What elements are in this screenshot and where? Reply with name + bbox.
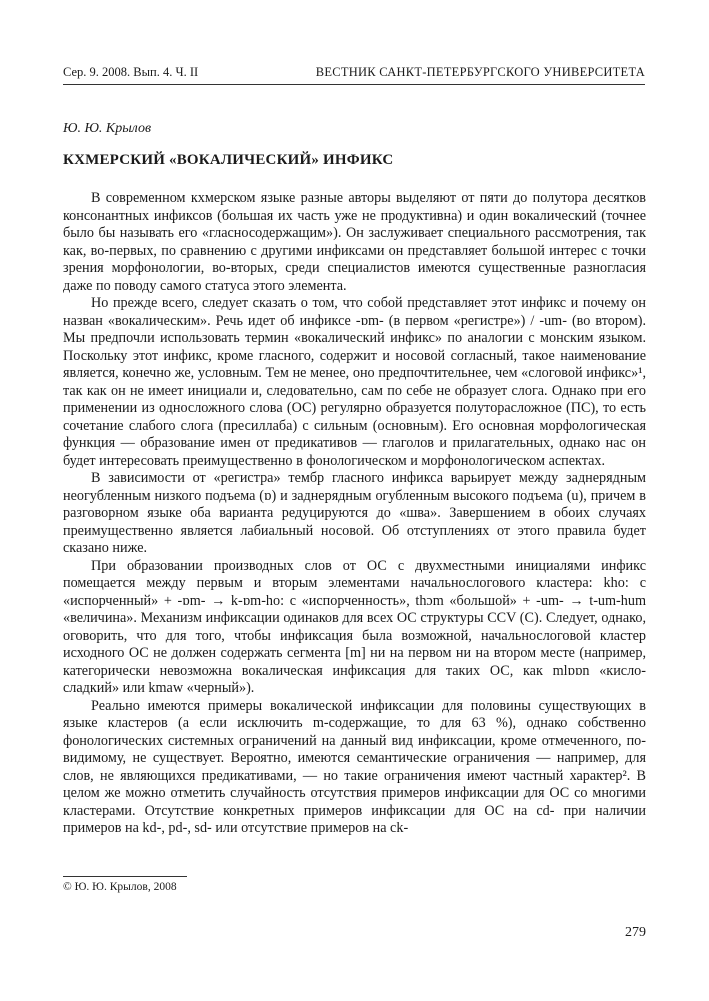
- body-paragraph: Реально имеются примеры вокалической инфиксации для половины существующих в языке кластеров (а если исключить m-содержащие, то для 63 %), однако собственно фонологических системных ограничений на данный вид инфиксации, кроме отмеченного, по-видимому, не существует. Вероятно, имеются семантические ограничения — например, для слов, не являющихся предикативами, — но такие ограничения имеют частный характер². В целом же можно отметить случайность отсутствия примеров инфиксации для ОС со многими кластерами. Отсутствие конкретных примеров инфиксации для ОС на cd- при наличии примеров на kd-, pd-, sd- или отсутствие примеров на ck-: [63, 697, 646, 836]
- footnote-divider: [63, 876, 187, 877]
- journal-title: ВЕСТНИК САНКТ-ПЕТЕРБУРГСКОГО УНИВЕРСИТЕТА: [315, 65, 645, 79]
- article-body: [63, 190, 646, 838]
- article-title: КХМЕРСКИЙ «ВОКАЛИЧЕСКИЙ» ИНФИКС: [63, 152, 394, 168]
- copyright-notice: © Ю. Ю. Крылов, 2008: [63, 881, 177, 893]
- body-paragraph: При образовании производных слов от ОС с двухместными инициалями инфикс помещается между первым и вторым элементами начальнослогового кластера: kho: с «испорченный» + -ɒm- → k-ɒm-ho: с «испорченность», thɔm «большой» + -um- → t-um-hum «величина». Механизм инфиксации одинаков для всех ОС структуры CCV (C). Следует, однако, оговорить, что для того, чтобы инфиксация была возможной, начальнослоговой кластер исходного ОС не должен содержать сегмента [m] ни на первом ни на втором месте (например, категорически невозможна вокалическая инфиксация для таких ОС, как mlɒɒn «кисло-сладкий» или kmaw «черный»).: [63, 557, 646, 696]
- body-paragraph: В современном кхмерском языке разные авторы выделяют от пяти до полутора десятков консонантных инфиксов (большая их часть уже не продуктивна) и один вокалический (точнее было бы называть его «гласносодержащим»). Он заслуживает специального рассмотрения, так как, во-первых, по сравнению с другими инфиксами он представляет большой интерес с точки зрения морфонологии, во-вторых, среди специалистов имеются существенные разногласия даже по поводу самого статуса этого элемента.: [63, 190, 646, 294]
- article-author: Ю. Ю. Крылов: [63, 121, 152, 136]
- page-number: 279: [625, 925, 646, 940]
- body-paragraph: Но прежде всего, следует сказать о том, что собой представляет этот инфикс и почему он назван «вокалическим». Речь идет об инфиксе -ɒm- (в первом «регистре») / -um- (во втором). Мы предпочли использовать термин «вокалический инфикс» по аналогии с монским языком. Поскольку этот инфикс, кроме гласного, содержит и носовой согласный, такое наименование является, конечно же, условным. Тем не менее, оно предпочтительнее, чем «слоговой инфикс»¹, так как он не имеет инициали и, следовательно, сам по себе не образует слога. Однако при его применении из односложного слова (ОС) регулярно образуется полуторасложное (ПС), то есть сочетание слабого слога (пресиллаба) с сильным (основным). Его основная морфологическая функция — образование имен от предикативов — глаголов и прилагательных, однако нас он будет интересовать преимущественно в фонологическом и морфонологическом аспектах.: [63, 295, 646, 469]
- journal-issue: Сер. 9. 2008. Вып. 4. Ч. II: [63, 65, 199, 79]
- body-paragraph: В зависимости от «регистра» тембр гласного инфикса варьирует между заднерядным неогубленным низкого подъема (ɒ) и заднерядным огубленным высокого подъема (u), причем в разговорном языке оба варианта редуцируются до «шва». Завершением в обоих случаях преимущественно является лабиальный носовой. Об отступлениях от этого правила будет сказано ниже.: [63, 470, 646, 556]
- header-divider: [63, 84, 645, 85]
